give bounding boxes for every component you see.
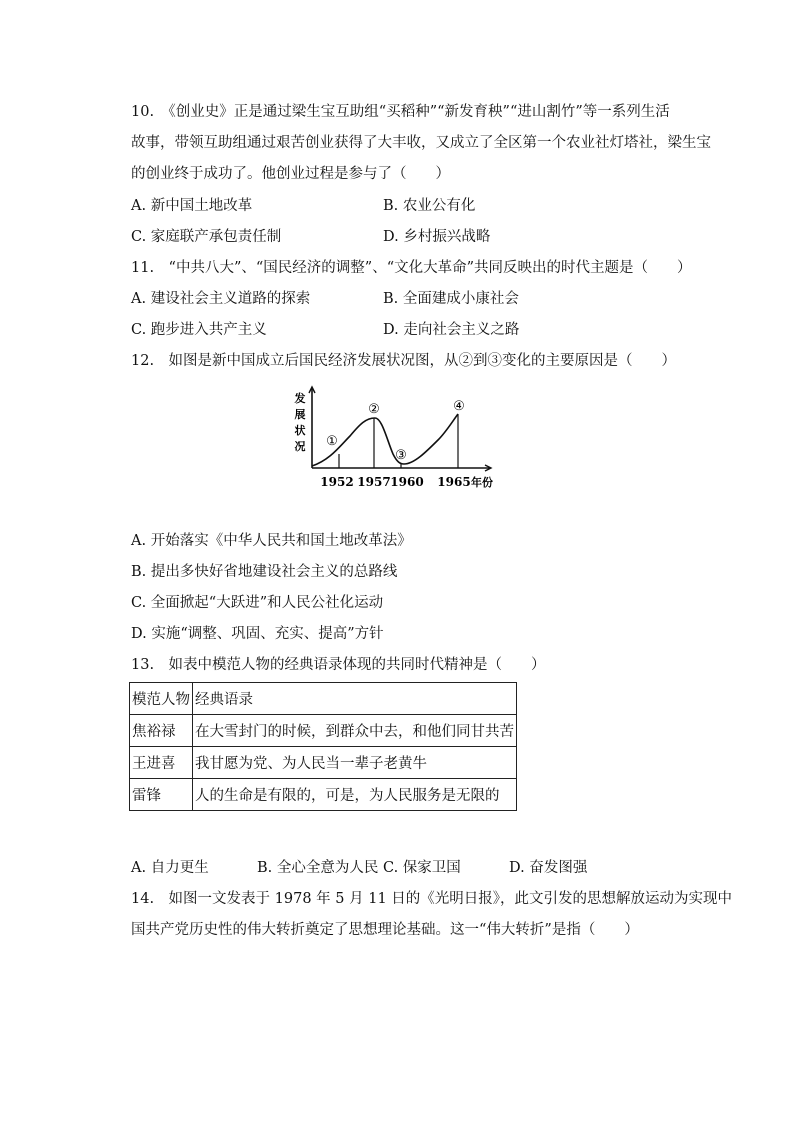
x-unit-label: 年份	[471, 476, 493, 489]
ylabel-char: 状	[294, 424, 306, 437]
table-cell: 我甘愿为党、为人民当一辈子老黄牛	[193, 747, 517, 779]
q10-stem-line2: 故事，带领互助组通过艰苦创业获得了大丰收，又成立了全区第一个农业社灯塔社，梁生宝	[131, 135, 711, 151]
ylabel-char: 展	[294, 408, 306, 421]
q12-stem-line1: 12. 如图是新中国成立后国民经济发展状况图，从②到③变化的主要原因是（ ）	[131, 353, 677, 369]
table-row	[130, 747, 517, 779]
q13-option-a: A. 自力更生	[131, 860, 209, 876]
q10-option-a: A. 新中国土地改革	[131, 198, 253, 214]
q12-option-a: A. 开始落实《中华人民共和国土地改革法》	[131, 533, 412, 549]
point-label-3: ③	[395, 448, 407, 463]
q10-option-c: C. 家庭联产承包责任制	[131, 229, 282, 245]
q11-option-d: D. 走向社会主义之路	[383, 322, 520, 338]
table-row	[130, 715, 517, 747]
table-cell: 雷锋	[130, 779, 193, 811]
q10-option-b: B. 农业公有化	[383, 198, 476, 214]
table-header-cell: 模范人物	[130, 683, 193, 715]
table-cell: 人的生命是有限的，可是，为人民服务是无限的	[193, 779, 517, 811]
q12-option-c: C. 全面掀起“大跃进”和人民公社化运动	[131, 595, 384, 611]
q10-stem-line3: 的创业终于成功了。他创业过程是参与了（ ）	[131, 166, 450, 182]
q12-option-b: B. 提出多快好省地建设社会主义的总路线	[131, 564, 398, 580]
table-header-row	[130, 683, 517, 715]
point-label-2: ②	[368, 402, 380, 417]
q14-stem-line2: 国共产党历史性的伟大转折奠定了思想理论基础。这一“伟大转折”是指（ ）	[131, 922, 639, 938]
tick-label-1960: 1960	[390, 475, 424, 489]
q12-option-d: D. 实施“调整、巩固、充实、提高”方针	[131, 626, 384, 642]
q11-option-c: C. 跑步进入共产主义	[131, 322, 267, 338]
tick-label-1957: 1957	[357, 475, 391, 489]
q13-option-b: B. 全心全意为人民	[257, 860, 379, 876]
q14-stem-line1: 14. 如图一文发表于 1978 年 5 月 11 日的《光明日报》，此文引发的思想解放运动为实现中	[131, 891, 733, 907]
tick-label-1965: 1965	[437, 475, 471, 489]
table-cell: 焦裕禄	[130, 715, 193, 747]
table-row	[130, 779, 517, 811]
point-label-1: ①	[326, 434, 338, 449]
q10-stem-line1: 10. 《创业史》正是通过梁生宝互助组“买稻种”“新发育秧”“进山割竹”等一系列生活	[131, 104, 670, 120]
q10-option-d: D. 乡村振兴战略	[383, 229, 491, 245]
q13-option-d: D. 奋发图强	[509, 860, 588, 876]
q11-option-b: B. 全面建成小康社会	[383, 291, 519, 307]
tick-label-1952: 1952	[320, 475, 354, 489]
table-header-cell: 经典语录	[193, 683, 517, 715]
q11-option-a: A. 建设社会主义道路的探索	[131, 291, 311, 307]
economic-development-figure	[290, 384, 500, 494]
ylabel-char: 发	[294, 392, 306, 405]
q11-stem-line1: 11. “中共八大”、“国民经济的调整”、“文化大革命”共同反映出的时代主题是（ ）	[131, 260, 692, 276]
model-figures-table	[129, 682, 517, 811]
ylabel-char: 况	[294, 440, 306, 453]
q13-option-c: C. 保家卫国	[383, 860, 461, 876]
q13-stem-line1: 13. 如表中模范人物的经典语录体现的共同时代精神是（ ）	[131, 657, 546, 673]
point-label-4: ④	[453, 399, 465, 414]
table-cell: 在大雪封门的时候，到群众中去，和他们同甘共苦	[193, 715, 517, 747]
table-cell: 王进喜	[130, 747, 193, 779]
